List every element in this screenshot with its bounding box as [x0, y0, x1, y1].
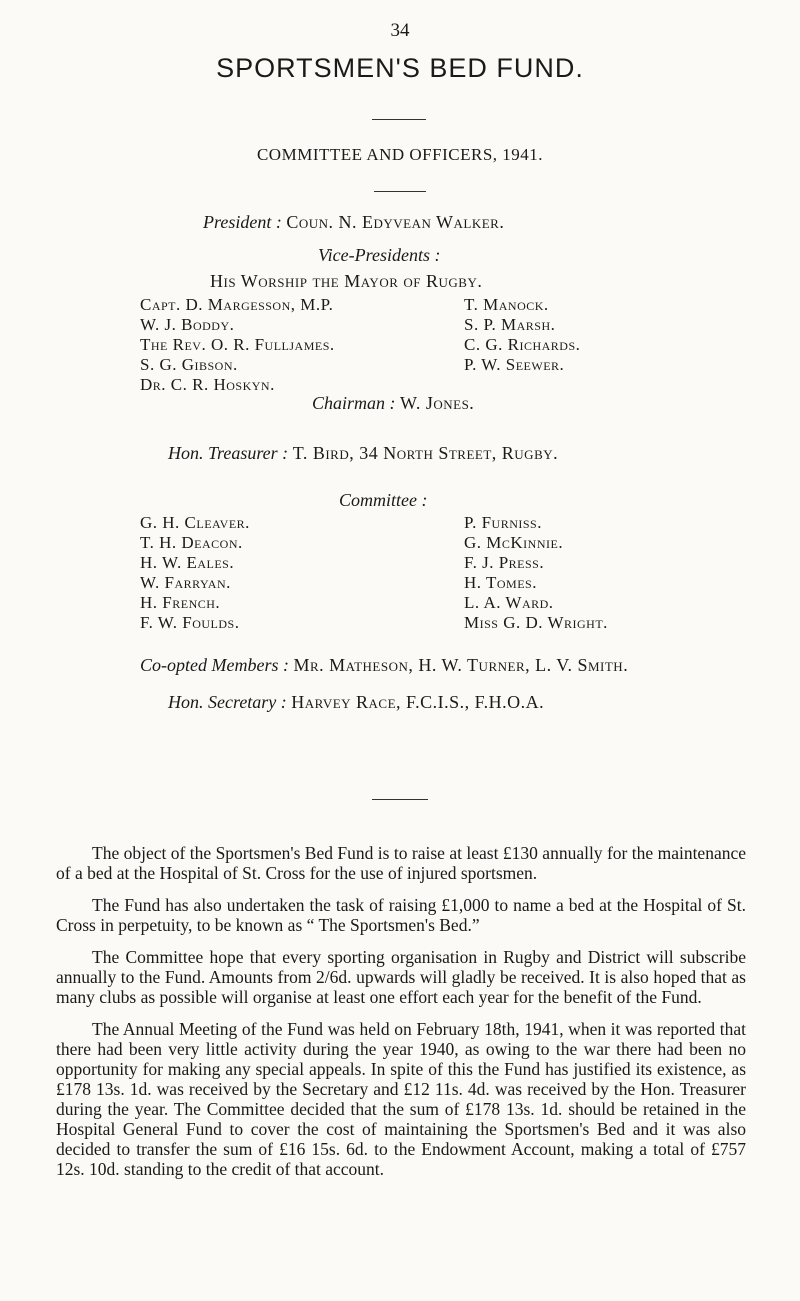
vice-presidents-headline: His Worship the Mayor of Rugby.: [210, 271, 483, 291]
divider: [372, 799, 428, 800]
committee-left-column: [140, 513, 250, 633]
co-opted-line: [140, 655, 628, 676]
vice-presidents-right-column: [464, 295, 580, 375]
list-item: Capt. D. Margesson, M.P.: [140, 295, 334, 314]
list-item: G. McKinnie.: [464, 533, 564, 552]
list-item: G. H. Cleaver.: [140, 513, 250, 532]
committee-right-column: [464, 513, 608, 633]
list-item: S. G. Gibson.: [140, 355, 238, 374]
list-item: W. J. Boddy.: [140, 315, 235, 334]
list-item: H. W. Eales.: [140, 553, 235, 572]
list-item: T. Manock.: [464, 295, 549, 314]
list-item: H. Tomes.: [464, 573, 537, 592]
secretary-name: Harvey Race, F.C.I.S., F.H.O.A.: [291, 692, 545, 712]
list-item: F. W. Foulds.: [140, 613, 240, 632]
chairman-name: W. Jones.: [400, 393, 475, 413]
list-item: L. A. Ward.: [464, 593, 554, 612]
subtitle: COMMITTEE AND OFFICERS, 1941.: [256, 145, 544, 164]
list-item: The Rev. O. R. Fulljames.: [140, 335, 335, 354]
divider: [372, 119, 426, 120]
treasurer-name: T. Bird, 34 North Street, Rugby.: [292, 443, 559, 463]
list-item: P. W. Seewer.: [464, 355, 565, 374]
co-opted-label: Co-opted Members :: [140, 655, 289, 675]
body-text: [56, 843, 746, 1191]
list-item: C. G. Richards.: [464, 335, 581, 354]
secretary-line: [168, 692, 544, 713]
list-item: S. P. Marsh.: [464, 315, 556, 334]
divider: [374, 191, 426, 192]
paragraph: The Fund has also undertaken the task of raising £1,000 to name a bed at the Hospital of St. Cross in perpetuity, to be known as “ The Sportsmen's Bed.”: [56, 895, 746, 935]
secretary-label: Hon. Secretary :: [168, 692, 287, 712]
treasurer-line: [168, 443, 558, 464]
list-item: H. French.: [140, 593, 221, 612]
vice-presidents-left-column: [140, 295, 335, 395]
list-item: W. Farryan.: [140, 573, 231, 592]
paragraph: The Committee hope that every sporting organisation in Rugby and District will subscribe annually to the Fund. Amounts from 2/6d. upwards will gladly be received. It is also hoped that as many clubs as possible will organise at least one effort each year for the benefit of the Fund.: [56, 947, 746, 1007]
paragraph: The Annual Meeting of the Fund was held on February 18th, 1941, when it was reported that there had been very little activity during the year 1940, as owing to the war there had been no opportunity for making any special appeals. In spite of this the Fund has justified its existence, as £178 13s. 1d. was received by the Secretary and £12 11s. 4d. was received by the Hon. Treasurer during the year. The Committee decided that the sum of £178 13s. 1d. should be retained in the Hospital General Fund to cover the cost of maintaining the Sportsmen's Bed and it was also decided to transfer the sum of £16 15s. 6d. to the Endowment Account, making a total of £757 12s. 10d. standing to the credit of that account.: [56, 1019, 746, 1179]
chairman-label: Chairman :: [312, 393, 396, 413]
vice-presidents-label: Vice-Presidents :: [318, 245, 441, 265]
paragraph: The object of the Sportsmen's Bed Fund is to raise at least £130 annually for the maintenance of a bed at the Hospital of St. Cross for the use of injured sportsmen.: [56, 843, 746, 883]
committee-label: Committee :: [339, 490, 428, 510]
chairman-line: [312, 393, 474, 414]
page-number: 34: [390, 20, 410, 41]
list-item: P. Furniss.: [464, 513, 542, 532]
president-label: President :: [203, 212, 282, 232]
list-item: T. H. Deacon.: [140, 533, 243, 552]
co-opted-names: Mr. Matheson, H. W. Turner, L. V. Smith.: [293, 655, 629, 675]
president-name: Coun. N. Edyvean Walker.: [286, 212, 505, 232]
list-item: Miss G. D. Wright.: [464, 613, 608, 632]
page-title: SPORTSMEN'S BED FUND.: [216, 53, 584, 83]
president-line: [203, 212, 504, 233]
list-item: F. J. Press.: [464, 553, 545, 572]
treasurer-label: Hon. Treasurer :: [168, 443, 289, 463]
list-item: Dr. C. R. Hoskyn.: [140, 375, 275, 394]
